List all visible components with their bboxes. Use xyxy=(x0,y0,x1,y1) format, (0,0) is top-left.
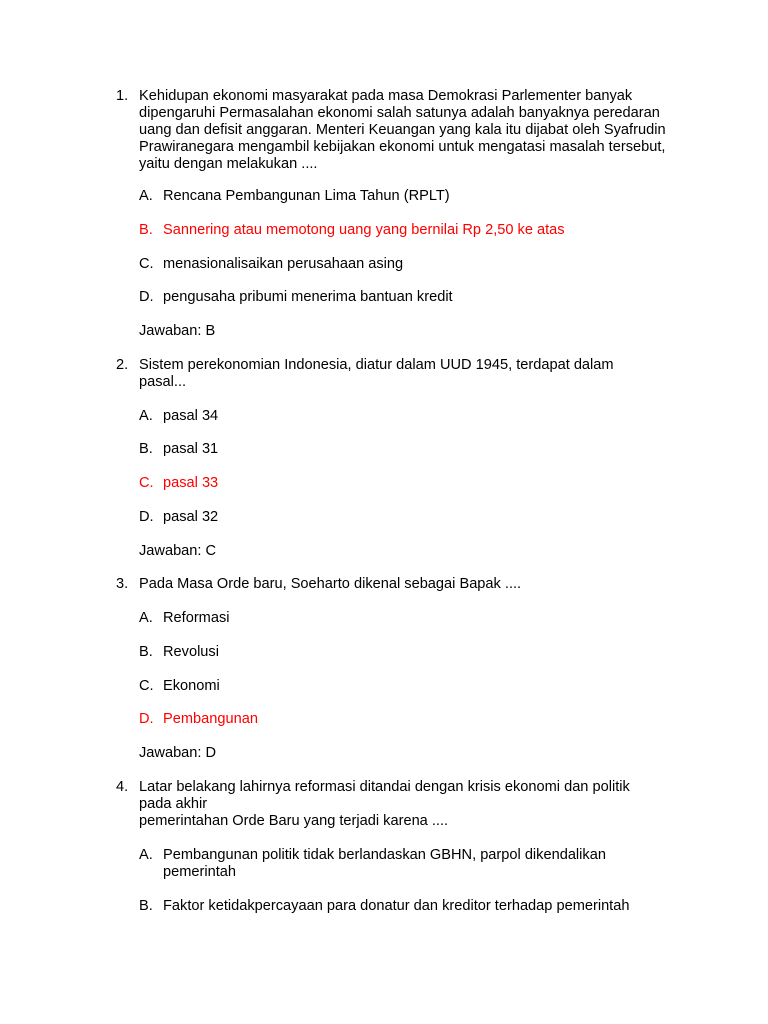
option-letter: D. xyxy=(139,711,154,727)
option-letter: D. xyxy=(139,509,154,525)
option-letter: B. xyxy=(139,441,153,457)
option-text: Ekonomi xyxy=(163,678,220,694)
option-text: Sannering atau memotong uang yang bernilai Rp 2,50 ke atas xyxy=(163,222,565,238)
option-text: Pembangunan politik tidak berlandaskan GBHN, parpol dikendalikan pemerintah xyxy=(163,847,606,880)
answer-key-2: Jawaban: C xyxy=(139,543,217,559)
option-letter: D. xyxy=(139,289,154,305)
option-text: pasal 34 xyxy=(163,408,219,424)
question-number: 4. xyxy=(116,779,129,795)
question-text: Kehidupan ekonomi masyarakat pada masa Demokrasi Parlementer banyak dipengaruhi Permasalahan ekonomi salah satunya adalah banyaknya peredaran uang dan defisit anggaran. Menteri Keuangan yang kala itu dijabat oleh Syafrudin Prawiranegara mengambil kebijakan ekonomi untuk mengatasi masalah tersebut, yaitu dengan melakukan .... xyxy=(139,88,666,172)
question-text: Sistem perekonomian Indonesia, diatur dalam UUD 1945, terdapat dalam pasal... xyxy=(139,357,614,390)
option-letter: A. xyxy=(139,408,153,424)
option-text: Reformasi xyxy=(163,610,230,626)
option-text: pengusaha pribumi menerima bantuan kredit xyxy=(163,289,453,305)
answer-key-3: Jawaban: D xyxy=(139,745,217,761)
option-letter: A. xyxy=(139,188,153,204)
option-text: pasal 31 xyxy=(163,441,219,457)
option-letter: C. xyxy=(139,678,154,694)
option-text: Revolusi xyxy=(163,644,219,660)
option-letter: B. xyxy=(139,898,153,914)
question-text: Pada Masa Orde baru, Soeharto dikenal sebagai Bapak .... xyxy=(139,576,522,592)
question-number: 1. xyxy=(116,88,129,104)
answer-key-1: Jawaban: B xyxy=(139,323,216,339)
option-text: Pembangunan xyxy=(163,711,258,727)
option-text: pasal 33 xyxy=(163,475,219,491)
option-letter: B. xyxy=(139,222,153,238)
question-text: Latar belakang lahirnya reformasi ditandai dengan krisis ekonomi dan politik pada akhir pemerintahan Orde Baru yang terjadi karena .... xyxy=(139,779,630,829)
option-text: pasal 32 xyxy=(163,509,219,525)
option-text: Rencana Pembangunan Lima Tahun (RPLT) xyxy=(163,188,450,204)
option-text: Faktor ketidakpercayaan para donatur dan kreditor terhadap pemerintah xyxy=(163,898,630,914)
question-number: 2. xyxy=(116,357,129,373)
option-letter: A. xyxy=(139,610,153,626)
question-number: 3. xyxy=(116,576,129,592)
option-letter: A. xyxy=(139,847,153,863)
option-letter: C. xyxy=(139,256,154,272)
option-letter: C. xyxy=(139,475,154,491)
option-text: menasionalisaikan perusahaan asing xyxy=(163,256,404,272)
option-letter: B. xyxy=(139,644,153,660)
